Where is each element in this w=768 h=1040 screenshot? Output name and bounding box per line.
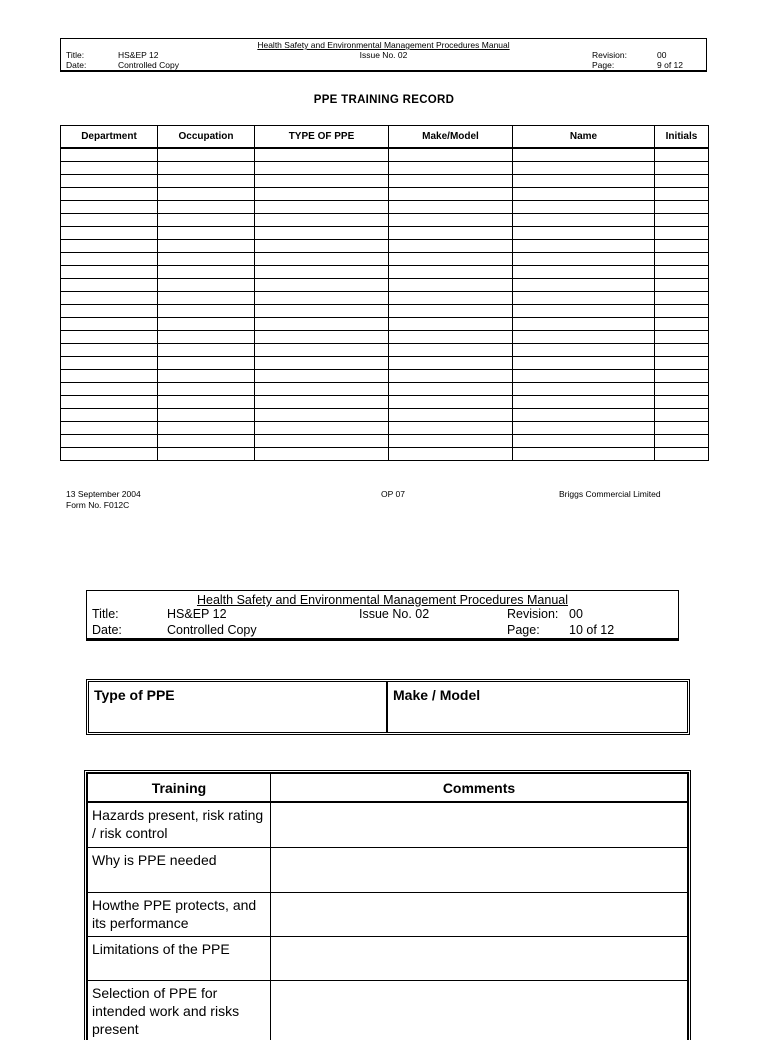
empty-cell[interactable]	[158, 201, 255, 214]
empty-cell[interactable]	[655, 448, 709, 461]
empty-cell[interactable]	[61, 305, 158, 318]
empty-cell[interactable]	[61, 214, 158, 227]
empty-cell[interactable]	[61, 162, 158, 175]
empty-cell[interactable]	[255, 331, 389, 344]
empty-cell[interactable]	[158, 318, 255, 331]
empty-cell[interactable]	[655, 175, 709, 188]
table-row	[61, 331, 709, 344]
empty-cell[interactable]	[513, 175, 655, 188]
empty-cell[interactable]	[389, 227, 513, 240]
empty-cell[interactable]	[255, 409, 389, 422]
empty-cell[interactable]	[255, 175, 389, 188]
empty-cell[interactable]	[61, 279, 158, 292]
table-row	[61, 201, 709, 214]
empty-cell[interactable]	[389, 422, 513, 435]
empty-cell[interactable]	[61, 370, 158, 383]
table-row	[61, 435, 709, 448]
empty-cell[interactable]	[255, 396, 389, 409]
page2-header	[86, 590, 679, 641]
page-label: Page:	[507, 623, 540, 637]
empty-cell[interactable]	[158, 422, 255, 435]
empty-cell[interactable]	[513, 305, 655, 318]
empty-cell[interactable]	[61, 240, 158, 253]
table-row	[61, 253, 709, 266]
empty-cell[interactable]	[513, 435, 655, 448]
empty-cell[interactable]	[513, 279, 655, 292]
empty-cell[interactable]	[158, 266, 255, 279]
empty-cell[interactable]	[655, 331, 709, 344]
table-row	[61, 162, 709, 175]
empty-cell[interactable]	[513, 148, 655, 162]
empty-cell[interactable]	[61, 266, 158, 279]
ppe-training-record-table	[60, 125, 709, 461]
type-make-model-box	[86, 679, 690, 735]
issue-number: Issue No. 02	[359, 50, 408, 60]
empty-cell[interactable]	[513, 253, 655, 266]
column-header-type-of-ppe: TYPE OF PPE	[255, 126, 389, 149]
empty-cell[interactable]	[158, 227, 255, 240]
empty-cell[interactable]	[61, 344, 158, 357]
table-row	[61, 318, 709, 331]
date-value: Controlled Copy	[167, 623, 257, 637]
empty-cell[interactable]	[255, 148, 389, 162]
empty-cell[interactable]	[158, 292, 255, 305]
column-header-make-model: Make/Model	[389, 126, 513, 149]
empty-cell[interactable]	[389, 266, 513, 279]
empty-cell[interactable]	[158, 240, 255, 253]
table-row	[61, 175, 709, 188]
empty-cell[interactable]	[255, 448, 389, 461]
table-row	[61, 357, 709, 370]
empty-cell[interactable]	[389, 383, 513, 396]
empty-cell[interactable]	[158, 214, 255, 227]
empty-cell[interactable]	[655, 201, 709, 214]
document-title: PPE TRAINING RECORD	[313, 94, 455, 106]
training-topic: Howthe PPE protects, and its performance	[88, 892, 271, 936]
table-row	[61, 214, 709, 227]
empty-cell[interactable]	[158, 409, 255, 422]
empty-cell[interactable]	[61, 253, 158, 266]
empty-cell[interactable]	[513, 448, 655, 461]
empty-cell[interactable]	[61, 201, 158, 214]
table-header-row	[61, 126, 709, 149]
table-header-row	[88, 774, 688, 803]
empty-cell[interactable]	[513, 331, 655, 344]
empty-cell[interactable]	[255, 305, 389, 318]
table-row	[61, 422, 709, 435]
empty-cell[interactable]	[158, 357, 255, 370]
empty-cell[interactable]	[389, 409, 513, 422]
empty-cell[interactable]	[513, 201, 655, 214]
comment-cell[interactable]	[271, 980, 688, 1040]
empty-cell[interactable]	[655, 188, 709, 201]
make-model-label: Make / Model	[393, 687, 481, 703]
table-row	[61, 396, 709, 409]
table-row	[61, 240, 709, 253]
empty-cell[interactable]	[158, 435, 255, 448]
empty-cell[interactable]	[61, 396, 158, 409]
table-row	[61, 409, 709, 422]
empty-cell[interactable]	[255, 162, 389, 175]
empty-cell[interactable]	[158, 148, 255, 162]
page-label: Page:	[592, 60, 615, 70]
table-row	[61, 227, 709, 240]
empty-cell[interactable]	[255, 214, 389, 227]
empty-cell[interactable]	[158, 253, 255, 266]
empty-cell[interactable]	[61, 292, 158, 305]
title-label: Title:	[66, 50, 85, 60]
empty-cell[interactable]	[655, 279, 709, 292]
empty-cell[interactable]	[61, 148, 158, 162]
empty-cell[interactable]	[255, 227, 389, 240]
empty-cell[interactable]	[389, 344, 513, 357]
table-row	[88, 936, 688, 980]
empty-cell[interactable]	[255, 370, 389, 383]
page-value: 9 of 12	[657, 60, 683, 70]
empty-cell[interactable]	[513, 344, 655, 357]
table-row	[61, 266, 709, 279]
empty-cell[interactable]	[655, 214, 709, 227]
empty-cell[interactable]	[513, 227, 655, 240]
empty-cell[interactable]	[61, 422, 158, 435]
empty-cell[interactable]	[513, 240, 655, 253]
column-header-initials: Initials	[655, 126, 709, 149]
empty-cell[interactable]	[513, 266, 655, 279]
empty-cell[interactable]	[655, 240, 709, 253]
empty-cell[interactable]	[61, 331, 158, 344]
column-header-name: Name	[513, 126, 655, 149]
empty-cell[interactable]	[513, 396, 655, 409]
training-table-frame	[84, 770, 691, 1040]
empty-cell[interactable]	[255, 435, 389, 448]
comment-cell[interactable]	[271, 936, 688, 980]
column-header-training: Training	[88, 774, 271, 803]
title-value: HS&EP 12	[167, 607, 227, 621]
revision-value: 00	[657, 50, 667, 60]
training-topic: Why is PPE needed	[88, 847, 271, 892]
date-label: Date:	[66, 60, 87, 70]
table-row	[88, 847, 688, 892]
empty-cell[interactable]	[389, 305, 513, 318]
record-table-body	[61, 148, 709, 461]
empty-cell[interactable]	[158, 175, 255, 188]
training-comments-table	[87, 773, 688, 1040]
empty-cell[interactable]	[389, 253, 513, 266]
empty-cell[interactable]	[255, 318, 389, 331]
empty-cell[interactable]	[255, 357, 389, 370]
empty-cell[interactable]	[389, 435, 513, 448]
footer-date: 13 September 2004	[66, 489, 141, 499]
table-row	[61, 292, 709, 305]
empty-cell[interactable]	[389, 331, 513, 344]
box-divider	[386, 682, 388, 732]
empty-cell[interactable]	[255, 292, 389, 305]
manual-title: Health Safety and Environmental Management Procedures Manual	[257, 40, 510, 50]
empty-cell[interactable]	[513, 422, 655, 435]
empty-cell[interactable]	[655, 344, 709, 357]
training-topic: Hazards present, risk rating / risk control	[88, 802, 271, 847]
empty-cell[interactable]	[61, 383, 158, 396]
empty-cell[interactable]	[255, 344, 389, 357]
column-header-comments: Comments	[271, 774, 688, 803]
empty-cell[interactable]	[513, 370, 655, 383]
training-topic: Limitations of the PPE	[88, 936, 271, 980]
issue-number: Issue No. 02	[359, 607, 430, 621]
table-row	[61, 370, 709, 383]
empty-cell[interactable]	[158, 344, 255, 357]
empty-cell[interactable]	[655, 396, 709, 409]
revision-label: Revision:	[592, 50, 627, 60]
empty-cell[interactable]	[655, 422, 709, 435]
empty-cell[interactable]	[158, 279, 255, 292]
empty-cell[interactable]	[61, 175, 158, 188]
date-label: Date:	[92, 623, 122, 637]
empty-cell[interactable]	[158, 331, 255, 344]
empty-cell[interactable]	[655, 409, 709, 422]
empty-cell[interactable]	[513, 188, 655, 201]
empty-cell[interactable]	[158, 305, 255, 318]
table-row	[61, 188, 709, 201]
empty-cell[interactable]	[655, 253, 709, 266]
table-row	[61, 383, 709, 396]
column-header-department: Department	[61, 126, 158, 149]
empty-cell[interactable]	[61, 227, 158, 240]
empty-cell[interactable]	[158, 396, 255, 409]
empty-cell[interactable]	[389, 162, 513, 175]
empty-cell[interactable]	[158, 188, 255, 201]
empty-cell[interactable]	[389, 240, 513, 253]
revision-label: Revision:	[507, 607, 559, 621]
empty-cell[interactable]	[389, 370, 513, 383]
empty-cell[interactable]	[389, 318, 513, 331]
empty-cell[interactable]	[655, 370, 709, 383]
empty-cell[interactable]	[158, 162, 255, 175]
comment-cell[interactable]	[271, 892, 688, 936]
table-row	[61, 148, 709, 162]
table-row	[61, 305, 709, 318]
empty-cell[interactable]	[513, 162, 655, 175]
empty-cell[interactable]	[389, 292, 513, 305]
empty-cell[interactable]	[655, 292, 709, 305]
empty-cell[interactable]	[61, 318, 158, 331]
empty-cell[interactable]	[61, 448, 158, 461]
empty-cell[interactable]	[655, 435, 709, 448]
empty-cell[interactable]	[255, 422, 389, 435]
empty-cell[interactable]	[655, 227, 709, 240]
empty-cell[interactable]	[61, 409, 158, 422]
title-value: HS&EP 12	[118, 50, 159, 60]
empty-cell[interactable]	[655, 318, 709, 331]
empty-cell[interactable]	[61, 435, 158, 448]
page1-header	[60, 38, 707, 72]
empty-cell[interactable]	[389, 188, 513, 201]
empty-cell[interactable]	[389, 175, 513, 188]
empty-cell[interactable]	[513, 357, 655, 370]
empty-cell[interactable]	[655, 383, 709, 396]
empty-cell[interactable]	[158, 370, 255, 383]
empty-cell[interactable]	[513, 214, 655, 227]
empty-cell[interactable]	[255, 279, 389, 292]
empty-cell[interactable]	[255, 188, 389, 201]
revision-value: 00	[569, 607, 583, 621]
comment-cell[interactable]	[271, 847, 688, 892]
table-row	[88, 980, 688, 1040]
empty-cell[interactable]	[389, 201, 513, 214]
empty-cell[interactable]	[255, 253, 389, 266]
comment-cell[interactable]	[271, 802, 688, 847]
empty-cell[interactable]	[255, 266, 389, 279]
empty-cell[interactable]	[389, 214, 513, 227]
empty-cell[interactable]	[255, 383, 389, 396]
empty-cell[interactable]	[389, 279, 513, 292]
manual-title: Health Safety and Environmental Management Procedures Manual	[196, 593, 569, 607]
empty-cell[interactable]	[389, 448, 513, 461]
empty-cell[interactable]	[655, 162, 709, 175]
type-of-ppe-label: Type of PPE	[94, 687, 175, 703]
footer-company: Briggs Commercial Limited	[559, 489, 661, 499]
empty-cell[interactable]	[513, 409, 655, 422]
column-header-occupation: Occupation	[158, 126, 255, 149]
empty-cell[interactable]	[655, 357, 709, 370]
footer-op-number: OP 07	[381, 489, 405, 499]
table-row	[88, 892, 688, 936]
title-label: Title:	[92, 607, 119, 621]
empty-cell[interactable]	[255, 240, 389, 253]
footer-form-number: Form No. F012C	[66, 500, 130, 510]
table-row	[61, 279, 709, 292]
empty-cell[interactable]	[389, 357, 513, 370]
empty-cell[interactable]	[513, 383, 655, 396]
empty-cell[interactable]	[655, 148, 709, 162]
empty-cell[interactable]	[61, 357, 158, 370]
footer-left	[66, 489, 141, 511]
table-row	[61, 448, 709, 461]
table-row	[88, 802, 688, 847]
empty-cell[interactable]	[255, 201, 389, 214]
empty-cell[interactable]	[389, 148, 513, 162]
empty-cell[interactable]	[655, 266, 709, 279]
date-value: Controlled Copy	[118, 60, 179, 70]
empty-cell[interactable]	[158, 448, 255, 461]
empty-cell[interactable]	[513, 292, 655, 305]
empty-cell[interactable]	[61, 188, 158, 201]
empty-cell[interactable]	[158, 383, 255, 396]
training-topic: Selection of PPE for intended work and risks present	[88, 980, 271, 1040]
empty-cell[interactable]	[655, 305, 709, 318]
empty-cell[interactable]	[513, 318, 655, 331]
empty-cell[interactable]	[389, 396, 513, 409]
table-row	[61, 344, 709, 357]
page-value: 10 of 12	[569, 623, 615, 637]
